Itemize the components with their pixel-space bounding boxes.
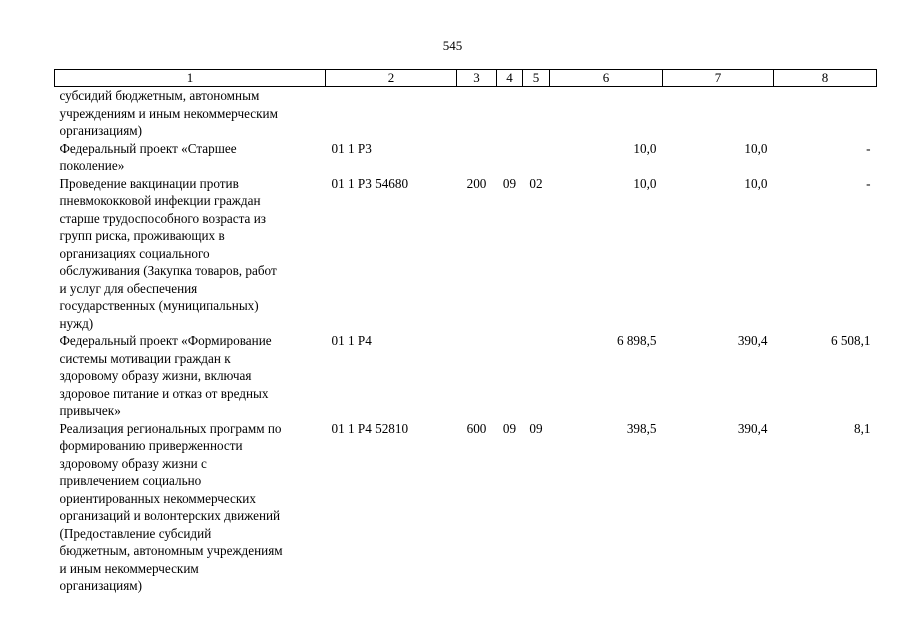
column-header-5: 5 bbox=[523, 70, 550, 87]
target-article-code: 01 1 P4 52810 bbox=[331, 420, 409, 436]
row-name-line: организациям) bbox=[59, 578, 143, 593]
target-article-code: 01 1 P3 bbox=[331, 140, 372, 156]
row-name-line: старше трудоспособного возраста из bbox=[59, 210, 266, 226]
target-article-code bbox=[326, 87, 457, 140]
subsection-code bbox=[523, 332, 550, 420]
row-name-line: ориентированных некоммерческих bbox=[59, 490, 256, 506]
amount-regional bbox=[774, 87, 877, 140]
row-name-cell bbox=[55, 420, 326, 595]
table-row bbox=[55, 140, 877, 175]
section-code: 09 bbox=[502, 420, 517, 436]
section-code bbox=[497, 332, 523, 420]
row-name-line: здоровому образу жизни, включая bbox=[59, 368, 252, 383]
amount-regional: - bbox=[866, 175, 871, 191]
budget-table bbox=[54, 69, 877, 595]
row-name-cell bbox=[55, 175, 326, 333]
row-name-line: субсидий бюджетным, автономным bbox=[59, 88, 260, 103]
row-name-line: привлечением социально bbox=[59, 473, 202, 488]
column-header-3: 3 bbox=[457, 70, 497, 87]
row-name-line: обслуживания (Закупка товаров, работ bbox=[59, 263, 277, 278]
amount-regional: - bbox=[866, 140, 871, 156]
row-name-line: здоровому образу жизни с bbox=[59, 455, 207, 471]
amount-regional: 8,1 bbox=[854, 420, 871, 436]
row-name-line: поколение» bbox=[59, 158, 125, 173]
row-name-line: (Предоставление субсидий bbox=[59, 525, 212, 541]
page-number: 545 bbox=[442, 38, 463, 53]
row-name-line: и иным некоммерческим bbox=[59, 560, 199, 576]
table-row bbox=[55, 87, 877, 140]
column-header-1: 1 bbox=[55, 70, 326, 87]
row-name-line: Проведение вакцинации против bbox=[59, 175, 239, 191]
row-name-line: здоровое питание и отказ от вредных bbox=[59, 385, 269, 401]
section-code: 09 bbox=[502, 175, 517, 191]
table-body bbox=[55, 87, 877, 595]
row-name-line: бюджетным, автономным учреждениям bbox=[59, 543, 283, 558]
column-header-2: 2 bbox=[326, 70, 457, 87]
row-name-line: пневмококковой инфекции граждан bbox=[59, 193, 261, 208]
row-name-line: Федеральный проект «Формирование bbox=[59, 333, 272, 348]
amount-federal: 10,0 bbox=[744, 175, 768, 191]
column-header-8: 8 bbox=[774, 70, 877, 87]
row-name-cell bbox=[55, 332, 326, 420]
table-row bbox=[55, 420, 877, 595]
amount-total: 6 898,5 bbox=[616, 333, 657, 348]
row-name-line: системы мотивации граждан к bbox=[59, 350, 231, 366]
row-name-line: учреждениям и иным некоммерческим bbox=[59, 105, 278, 121]
expense-type-code: 600 bbox=[466, 420, 487, 436]
target-article-code: 01 1 P4 bbox=[331, 333, 372, 348]
row-name-line: организаций и волонтерских движений bbox=[59, 508, 281, 523]
column-header-6: 6 bbox=[550, 70, 663, 87]
section-code bbox=[497, 140, 523, 175]
amount-total: 10,0 bbox=[633, 140, 657, 156]
column-header-4: 4 bbox=[497, 70, 523, 87]
row-name-line: нужд) bbox=[59, 315, 94, 331]
target-article-code: 01 1 P3 54680 bbox=[331, 175, 409, 191]
section-code bbox=[497, 87, 523, 140]
subsection-code: 09 bbox=[529, 420, 543, 436]
row-name-line: привычек» bbox=[59, 403, 121, 418]
amount-total: 10,0 bbox=[633, 175, 657, 191]
row-name-line: Федеральный проект «Старшее bbox=[59, 140, 237, 156]
row-name-line: организациям) bbox=[59, 123, 143, 138]
subsection-code bbox=[523, 87, 550, 140]
table-row bbox=[55, 175, 877, 333]
header-row bbox=[55, 70, 877, 87]
expense-type-code bbox=[457, 87, 497, 140]
expense-type-code bbox=[457, 140, 497, 175]
row-name-line: формированию приверженности bbox=[59, 438, 243, 453]
row-name-line: государственных (муниципальных) bbox=[59, 298, 259, 313]
expense-type-code: 200 bbox=[466, 175, 487, 191]
row-name-cell bbox=[55, 140, 326, 175]
amount-total bbox=[550, 87, 663, 140]
amount-regional: 6 508,1 bbox=[830, 333, 871, 348]
row-name-line: групп риска, проживающих в bbox=[59, 228, 225, 243]
row-name-line: Реализация региональных программ по bbox=[59, 420, 282, 436]
row-name-cell bbox=[55, 87, 326, 140]
amount-federal: 10,0 bbox=[744, 140, 768, 156]
amount-federal: 390,4 bbox=[737, 420, 768, 436]
table-row bbox=[55, 332, 877, 420]
expense-type-code bbox=[457, 332, 497, 420]
column-header-7: 7 bbox=[663, 70, 774, 87]
amount-federal: 390,4 bbox=[737, 333, 768, 348]
subsection-code bbox=[523, 140, 550, 175]
amount-federal bbox=[663, 87, 774, 140]
row-name-line: организациях социального bbox=[59, 245, 210, 261]
subsection-code: 02 bbox=[529, 175, 543, 191]
amount-total: 398,5 bbox=[626, 420, 657, 436]
row-name-line: и услуг для обеспечения bbox=[59, 280, 198, 296]
